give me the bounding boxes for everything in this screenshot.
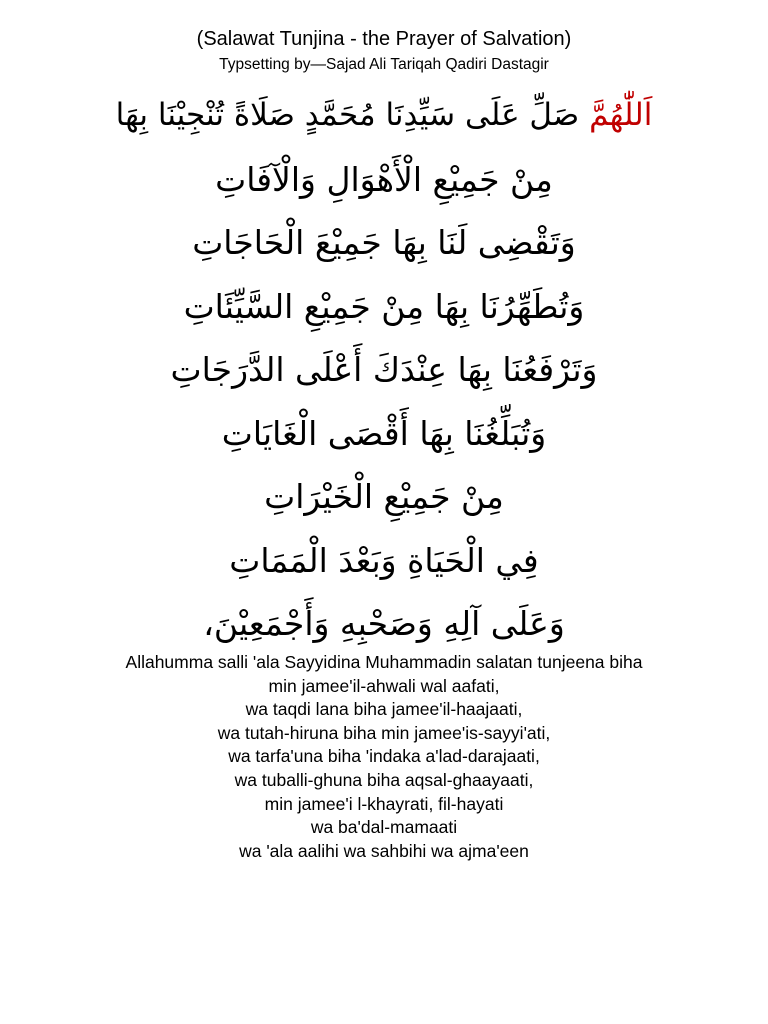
transliteration-text	[0, 651, 768, 863]
arabic-line: مِنْ جَمِيْعِ الْأَهْوَالِ وَالْآفَاتِ	[215, 159, 553, 199]
document-title: (Salawat Tunjina - the Prayer of Salvation)	[196, 28, 572, 50]
transliteration-line: min jamee'i l-khayrati, fil-hayati	[264, 793, 504, 814]
allahumma-highlight: اَللّٰهُمَّ	[589, 97, 653, 133]
arabic-line: مِنْ جَمِيْعِ الْخَيْرَاتِ	[264, 477, 504, 516]
transliteration-line: wa tarfa'una biha 'indaka a'lad-darajaati,	[228, 746, 540, 767]
arabic-line-rest: صَلِّ عَلَى سَيِّدِنَا مُحَمَّدٍ صَلَاةً تُنْجِيْنَا بِهَا	[115, 97, 590, 133]
arabic-line: وَتَقْضِى لَنَا بِهَا جَمِيْعَ الْحَاجَاتِ	[192, 223, 576, 262]
arabic-prayer-text	[20, 84, 748, 656]
arabic-line: وَعَلَى آلِهِ وَصَحْبِهِ وَأَجْمَعِيْنَ،	[203, 604, 565, 643]
arabic-line: وَتَرْفَعُنَا بِهَا عِنْدَكَ أَعْلَى الدَّرَجَاتِ	[170, 350, 598, 389]
transliteration-line: wa taqdi lana biha jamee'il-haajaati,	[245, 699, 523, 720]
arabic-line: فِي الْحَيَاةِ وَبَعْدَ الْمَمَاتِ	[229, 540, 539, 580]
typesetting-credit: Typsetting by—Sajad Ali Tariqah Qadiri Dastagir	[219, 56, 549, 73]
arabic-line	[20, 84, 748, 148]
arabic-line: وَتُبَلِّغُنَا بِهَا أَقْصَى الْغَايَاتِ	[221, 413, 547, 453]
transliteration-line: Allahumma salli 'ala Sayyidina Muhammadin salatan tunjeena biha	[125, 652, 643, 672]
transliteration-line: wa tutah-hiruna biha min jamee'is-sayyi'ati,	[217, 722, 551, 743]
transliteration-line: wa ba'dal-mamaati	[310, 817, 458, 838]
arabic-line: وَتُطَهِّرُنَا بِهَا مِنْ جَمِيْعِ السَّيِّئَاتِ	[183, 286, 585, 326]
transliteration-line: wa 'ala aalihi wa sahbihi wa ajma'een	[239, 840, 529, 861]
transliteration-line: min jamee'il-ahwali wal aafati,	[268, 675, 500, 696]
transliteration-line: wa tuballi-ghuna biha aqsal-ghaayaati,	[234, 769, 534, 790]
